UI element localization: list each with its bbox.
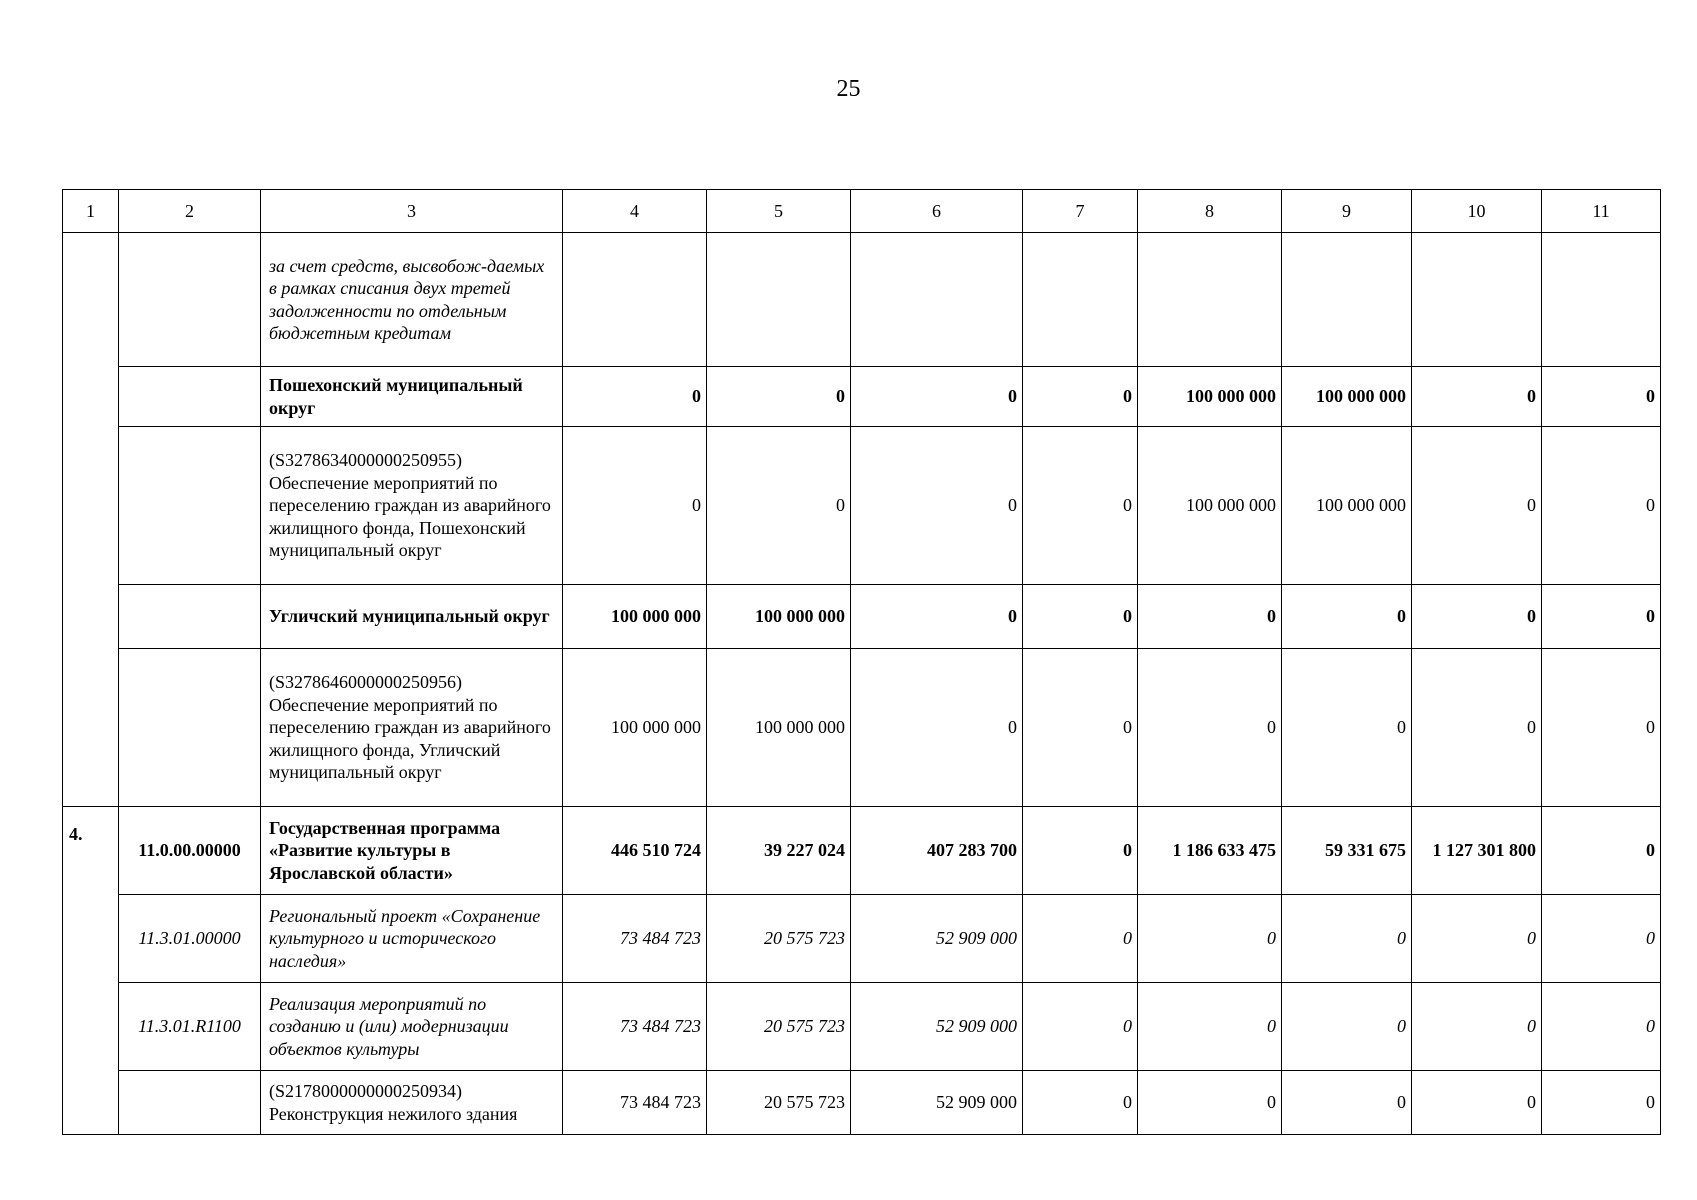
code-cell	[119, 649, 261, 807]
name-cell: Региональный проект «Сохранение культурного и исторического наследия»	[261, 895, 563, 983]
code-cell: 11.0.00.00000	[119, 807, 261, 895]
column-header: 5	[707, 190, 851, 233]
table-row	[63, 427, 1661, 585]
code-cell	[119, 1071, 261, 1135]
value-cell: 52 909 000	[851, 895, 1023, 983]
value-cell: 100 000 000	[563, 585, 707, 649]
code-cell	[119, 427, 261, 585]
value-cell: 0	[1412, 983, 1542, 1071]
value-cell: 0	[1412, 585, 1542, 649]
name-cell: (S3278646000000250956) Обеспечение мероприятий по переселению граждан из аварийного жилищного фонда, Угличский муниципальный округ	[261, 649, 563, 807]
value-cell: 1 127 301 800	[1412, 807, 1542, 895]
value-cell: 0	[1138, 649, 1282, 807]
value-cell: 0	[1282, 1071, 1412, 1135]
value-cell: 0	[1138, 585, 1282, 649]
value-cell: 39 227 024	[707, 807, 851, 895]
value-cell: 100 000 000	[707, 585, 851, 649]
value-cell: 0	[1542, 367, 1661, 427]
value-cell: 20 575 723	[707, 983, 851, 1071]
value-cell: 100 000 000	[707, 649, 851, 807]
value-cell: 0	[1023, 983, 1138, 1071]
value-cell: 0	[1023, 895, 1138, 983]
value-cell: 0	[1023, 585, 1138, 649]
code-cell	[119, 233, 261, 367]
value-cell	[1138, 233, 1282, 367]
column-header: 1	[63, 190, 119, 233]
column-header: 7	[1023, 190, 1138, 233]
column-header: 6	[851, 190, 1023, 233]
value-cell: 0	[1542, 895, 1661, 983]
value-cell: 407 283 700	[851, 807, 1023, 895]
value-cell: 0	[851, 427, 1023, 585]
value-cell: 0	[1282, 649, 1412, 807]
column-header: 9	[1282, 190, 1412, 233]
name-cell: (S3278634000000250955) Обеспечение мероприятий по переселению граждан из аварийного жилищного фонда, Пошехонский муниципальный округ	[261, 427, 563, 585]
value-cell: 52 909 000	[851, 983, 1023, 1071]
value-cell: 59 331 675	[1282, 807, 1412, 895]
value-cell	[563, 233, 707, 367]
value-cell	[1412, 233, 1542, 367]
value-cell: 0	[707, 367, 851, 427]
value-cell: 0	[1412, 895, 1542, 983]
code-cell	[119, 367, 261, 427]
value-cell: 100 000 000	[1138, 367, 1282, 427]
value-cell: 0	[1138, 1071, 1282, 1135]
column-header: 4	[563, 190, 707, 233]
page-number: 25	[836, 76, 861, 102]
row-number-cell	[63, 233, 119, 807]
value-cell: 0	[707, 427, 851, 585]
value-cell: 0	[851, 649, 1023, 807]
value-cell: 100 000 000	[1282, 427, 1412, 585]
value-cell: 20 575 723	[707, 895, 851, 983]
table-row	[63, 585, 1661, 649]
value-cell: 73 484 723	[563, 895, 707, 983]
value-cell: 0	[563, 367, 707, 427]
value-cell: 1 186 633 475	[1138, 807, 1282, 895]
code-cell: 11.3.01.R1100	[119, 983, 261, 1071]
value-cell: 73 484 723	[563, 1071, 707, 1135]
table-row	[63, 1071, 1661, 1135]
value-cell: 52 909 000	[851, 1071, 1023, 1135]
row-number-cell: 4.	[63, 807, 119, 1135]
value-cell	[1282, 233, 1412, 367]
value-cell	[707, 233, 851, 367]
value-cell: 0	[1412, 649, 1542, 807]
value-cell: 0	[1023, 1071, 1138, 1135]
value-cell: 0	[1023, 807, 1138, 895]
value-cell: 0	[1542, 585, 1661, 649]
value-cell: 100 000 000	[1282, 367, 1412, 427]
table-body	[63, 233, 1661, 1135]
value-cell: 20 575 723	[707, 1071, 851, 1135]
value-cell	[851, 233, 1023, 367]
value-cell: 0	[1542, 983, 1661, 1071]
value-cell: 0	[1023, 649, 1138, 807]
value-cell: 0	[1542, 649, 1661, 807]
value-cell: 0	[1542, 807, 1661, 895]
name-cell: Реализация мероприятий по созданию и (или) модернизации объектов культуры	[261, 983, 563, 1071]
value-cell: 100 000 000	[563, 649, 707, 807]
column-header: 8	[1138, 190, 1282, 233]
table-row	[63, 649, 1661, 807]
value-cell: 100 000 000	[1138, 427, 1282, 585]
code-cell	[119, 585, 261, 649]
table-row	[63, 807, 1661, 895]
value-cell: 0	[1282, 983, 1412, 1071]
value-cell: 73 484 723	[563, 983, 707, 1071]
column-header: 11	[1542, 190, 1661, 233]
value-cell: 0	[1542, 1071, 1661, 1135]
value-cell: 0	[1412, 427, 1542, 585]
value-cell: 0	[1282, 895, 1412, 983]
name-cell: Государственная программа «Развитие культуры в Ярославской области»	[261, 807, 563, 895]
column-header: 2	[119, 190, 261, 233]
value-cell: 0	[1412, 367, 1542, 427]
value-cell: 0	[851, 367, 1023, 427]
name-cell: за счет средств, высвобож-даемых в рамках списания двух третей задолженности по отдельным бюджетным кредитам	[261, 233, 563, 367]
table-row	[63, 367, 1661, 427]
value-cell: 0	[1412, 1071, 1542, 1135]
value-cell	[1023, 233, 1138, 367]
code-cell: 11.3.01.00000	[119, 895, 261, 983]
budget-table	[62, 189, 1661, 1135]
value-cell: 0	[1138, 983, 1282, 1071]
value-cell	[1542, 233, 1661, 367]
column-header: 3	[261, 190, 563, 233]
value-cell: 0	[1023, 427, 1138, 585]
table-row	[63, 983, 1661, 1071]
header-row	[63, 190, 1661, 233]
value-cell: 0	[1023, 367, 1138, 427]
name-cell: (S2178000000000250934) Реконструкция нежилого здания	[261, 1071, 563, 1135]
value-cell: 446 510 724	[563, 807, 707, 895]
value-cell: 0	[1282, 585, 1412, 649]
table-row	[63, 233, 1661, 367]
value-cell: 0	[1138, 895, 1282, 983]
table-row	[63, 895, 1661, 983]
value-cell: 0	[563, 427, 707, 585]
name-cell: Пошехонский муниципальный округ	[261, 367, 563, 427]
column-header: 10	[1412, 190, 1542, 233]
value-cell: 0	[1542, 427, 1661, 585]
name-cell: Угличский муниципальный округ	[261, 585, 563, 649]
value-cell: 0	[851, 585, 1023, 649]
